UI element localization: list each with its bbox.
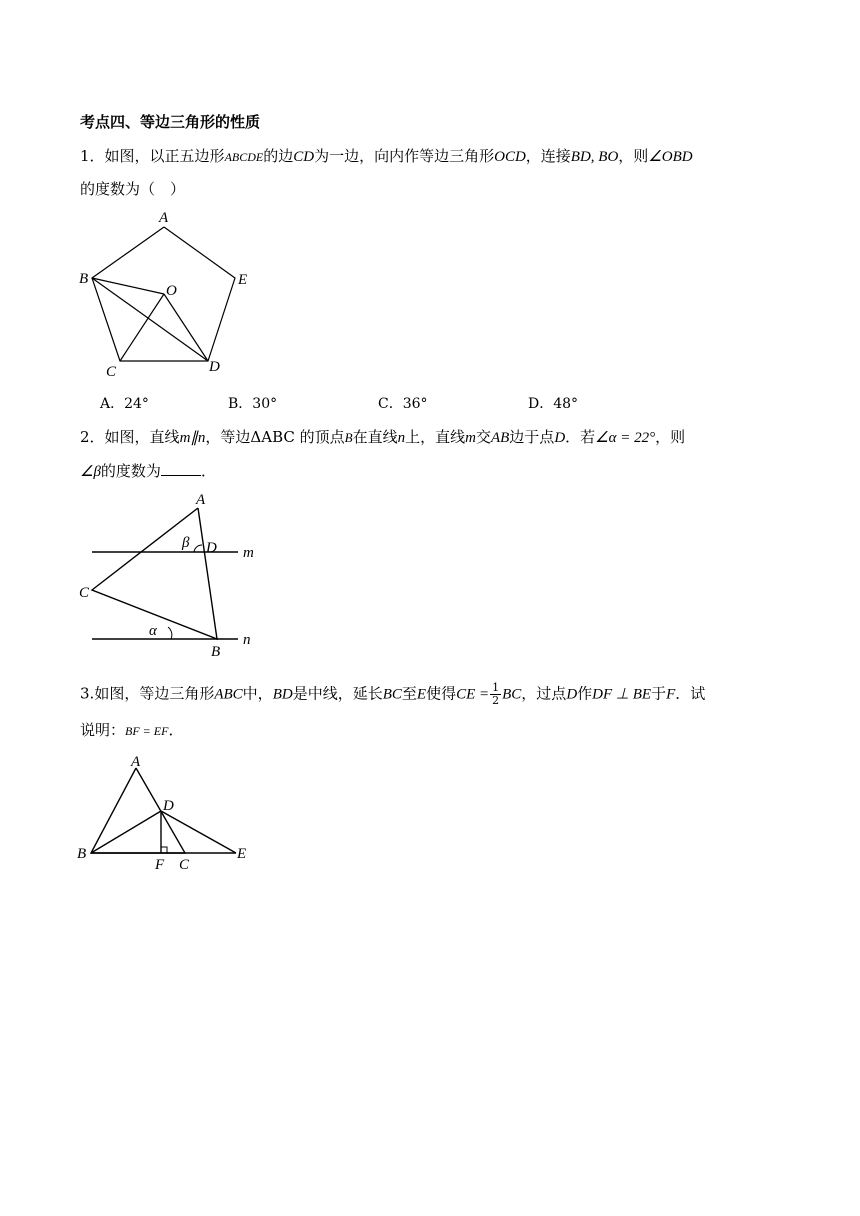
q3-bc: BC xyxy=(502,686,522,703)
q2-given: ∠α = 22° xyxy=(595,430,656,446)
q3-e: E xyxy=(416,686,427,703)
label-d: D xyxy=(209,359,220,375)
label-alpha: α xyxy=(149,623,157,639)
segment-oc xyxy=(120,294,164,361)
fraction-one-half xyxy=(490,682,501,707)
q3-d: D xyxy=(566,686,578,703)
q3-triangle: ABC xyxy=(214,686,243,703)
q1-text: 如图，以正五边形 xyxy=(104,147,225,165)
q2-text: 边于点 xyxy=(509,428,555,446)
q1-text: 的边 xyxy=(263,147,294,165)
q1-text: ，则 xyxy=(618,147,649,165)
q3-text: 至 xyxy=(401,684,417,703)
q3-figure xyxy=(75,752,265,877)
angle-alpha-arc xyxy=(168,627,172,639)
q3-text: 作 xyxy=(577,684,593,703)
option-c[interactable]: C．36° xyxy=(378,396,428,412)
q3-bc: BC xyxy=(382,686,402,703)
segment-od xyxy=(164,294,208,361)
label-d: D xyxy=(206,540,217,556)
option-a[interactable]: A．24° xyxy=(100,396,149,412)
label-a: A xyxy=(159,210,169,226)
q2-line-m: m xyxy=(465,430,476,446)
angle-beta-arc xyxy=(194,545,202,552)
q2-figure xyxy=(75,490,275,660)
q2-text: 的度数为 xyxy=(100,462,161,480)
q3-perp: DF ⊥ BE xyxy=(592,686,652,703)
q3-f: F xyxy=(666,686,676,703)
q2-text: 如图，直线 xyxy=(104,428,180,446)
q1-pentagon-figure xyxy=(75,210,265,380)
label-d: D xyxy=(163,798,174,814)
option-d[interactable]: D．48° xyxy=(528,396,579,412)
label-f: F xyxy=(155,857,165,873)
q1-polygon: ABCDE xyxy=(224,150,264,164)
q3-text: ． xyxy=(168,721,184,739)
q2-text: 交 xyxy=(475,428,491,446)
triangle-abc xyxy=(92,508,217,639)
label-e: E xyxy=(238,272,248,288)
fraction-numerator: 1 xyxy=(492,681,500,694)
label-c: C xyxy=(179,857,190,873)
section-title: 考点四、等边三角形的性质 xyxy=(80,113,261,131)
q2-angle: ∠β xyxy=(80,464,101,480)
q1-angle: ∠OBD xyxy=(648,149,693,165)
option-b[interactable]: B．30° xyxy=(228,396,278,412)
q3-text: ．试 xyxy=(675,684,706,703)
label-b: B xyxy=(77,846,87,862)
q1-segments: BD, BO xyxy=(570,149,619,165)
label-b: B xyxy=(79,271,89,287)
q2-text: 在直线 xyxy=(352,428,398,446)
label-m: m xyxy=(243,545,254,561)
label-a: A xyxy=(131,754,141,770)
q3-text: 说明： xyxy=(80,721,126,739)
q3-text: 于 xyxy=(651,684,667,703)
q1-triangle: OCD xyxy=(494,149,526,165)
label-c: C xyxy=(79,585,90,601)
q3-median: BD xyxy=(272,686,293,703)
q3-line-2 xyxy=(80,720,183,741)
q3-ce: CE = xyxy=(456,686,490,703)
q1-text: 为一边，向内作等边三角形 xyxy=(314,147,495,165)
q2-line-1 xyxy=(80,427,685,448)
q1-text: ，连接 xyxy=(525,147,571,165)
q2-text: ．若 xyxy=(565,428,596,446)
q2-text: ． xyxy=(200,462,216,480)
label-a: A xyxy=(196,492,206,508)
q2-text: ，等边ΔABC 的顶点 xyxy=(205,428,345,446)
q2-line-2 xyxy=(80,461,216,482)
label-b: B xyxy=(211,644,221,660)
q3-line-1 xyxy=(80,682,705,707)
q3-claim: BF = EF xyxy=(125,724,169,738)
q2-text: ，则 xyxy=(655,428,686,446)
q2-vertex: B xyxy=(344,430,353,445)
right-angle-mark xyxy=(161,847,167,853)
label-o: O xyxy=(166,283,177,299)
answer-blank[interactable] xyxy=(161,461,201,476)
q3-text: ，过点 xyxy=(521,684,567,703)
label-c: C xyxy=(106,364,117,380)
fraction-denominator: 2 xyxy=(492,694,500,707)
label-beta: β xyxy=(182,535,190,551)
q2-point: D xyxy=(554,430,566,446)
q1-line-2: 的度数为（ ） xyxy=(80,180,186,198)
q3-text: 是中线，延长 xyxy=(292,684,383,703)
q3-text: 如图，等边三角形 xyxy=(94,684,215,703)
q2-line-n: n xyxy=(397,430,406,446)
q2-text: 上，直线 xyxy=(405,428,466,446)
q2-side: AB xyxy=(490,430,510,446)
label-e: E xyxy=(237,846,247,862)
q3-number: 3. xyxy=(80,684,95,703)
q2-number: 2． xyxy=(80,428,105,446)
q3-text: 中， xyxy=(242,684,273,703)
label-n: n xyxy=(243,632,251,648)
q3-text: 使得 xyxy=(426,684,457,703)
q2-parallel: m∥n xyxy=(179,430,206,446)
q1-line-1 xyxy=(80,146,693,167)
q1-side: CD xyxy=(293,149,315,165)
q1-number: 1． xyxy=(80,147,105,165)
